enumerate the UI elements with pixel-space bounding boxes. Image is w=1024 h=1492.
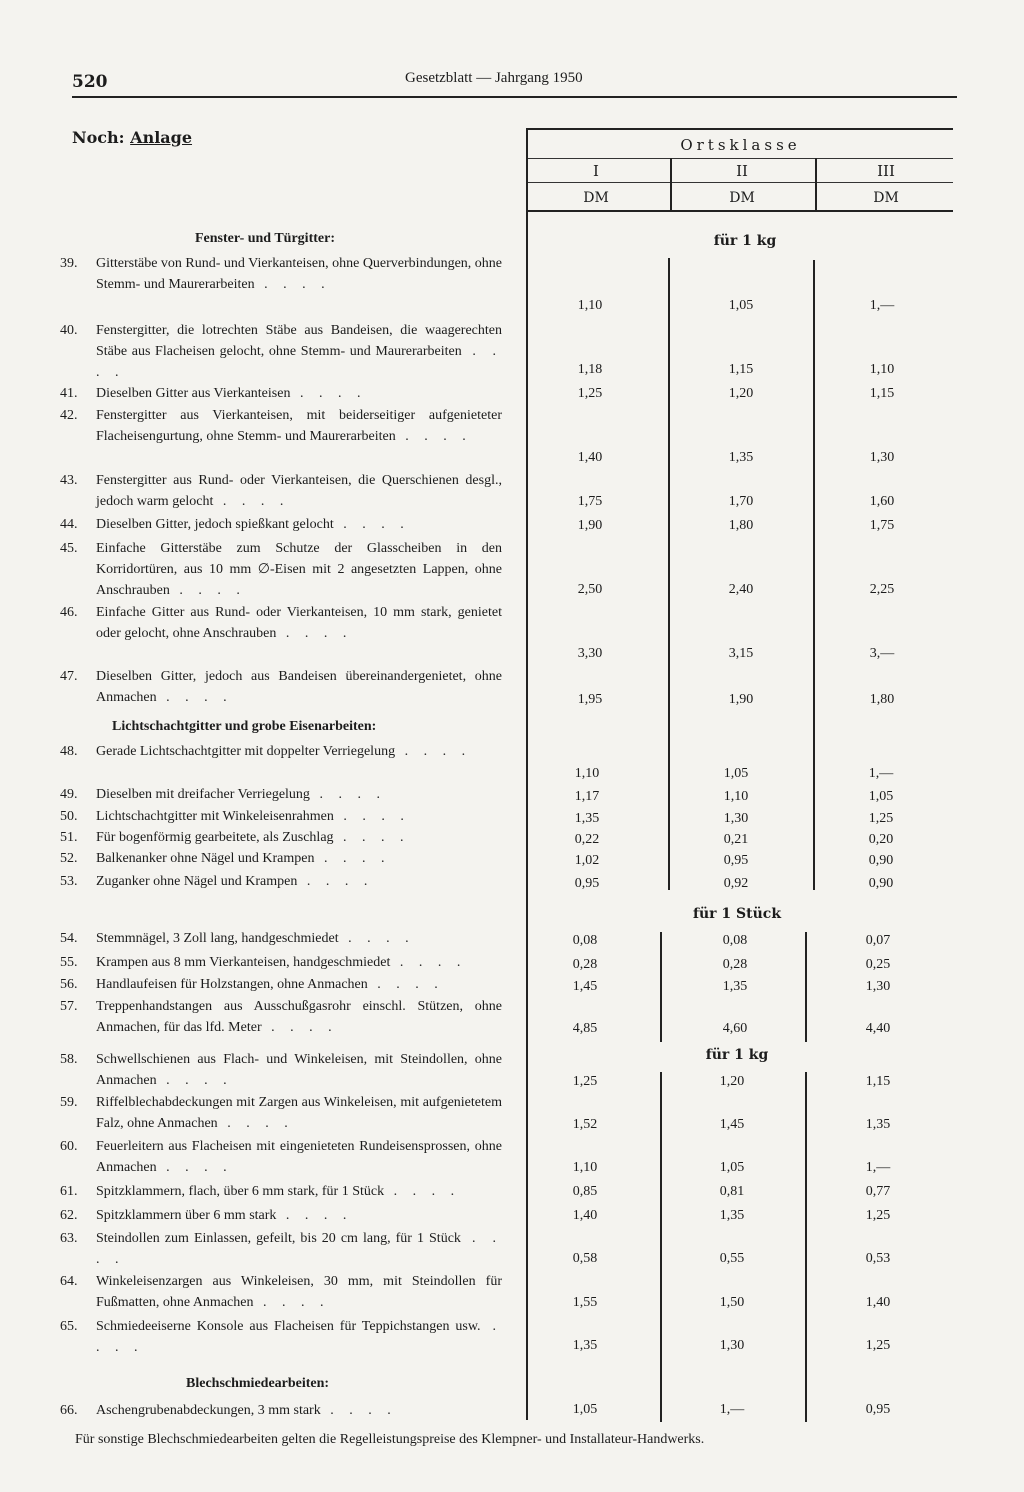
price-cell-ortsklasse-3: 0,20: [868, 832, 894, 847]
leader-dots: . . . .: [333, 517, 410, 532]
leader-dots: . . . .: [338, 931, 415, 946]
item-number: 43.: [60, 473, 78, 488]
item-description: Treppenhandstangen aus Ausschußgasrohr einschl. Stützen, ohne Anmachen, für das lfd. Meter . . . .: [96, 999, 502, 1035]
item-number: 52.: [60, 851, 78, 866]
price-cell-ortsklasse-2: 1,35: [719, 1208, 745, 1223]
price-cell-ortsklasse-3: 1,60: [869, 494, 895, 509]
price-item: [60, 952, 502, 973]
price-cell-ortsklasse-1: 1,10: [572, 1160, 598, 1175]
leader-dots: . . . .: [290, 386, 367, 401]
price-cell-ortsklasse-1: 1,55: [572, 1295, 598, 1310]
price-cell-ortsklasse-2: 1,30: [723, 811, 749, 826]
price-item: [60, 974, 502, 995]
leader-dots: . . . .: [384, 1184, 461, 1199]
item-description: Handlaufeisen für Holzstangen, ohne Anmachen . . . .: [96, 977, 444, 992]
price-item: [60, 1049, 502, 1091]
price-cell-ortsklasse-1: 1,52: [572, 1117, 598, 1132]
price-item: [60, 1271, 502, 1313]
price-item: [60, 871, 502, 892]
page-number: 520: [72, 72, 108, 92]
item-number: 44.: [60, 517, 78, 532]
leader-dots: . . . .: [297, 874, 374, 889]
price-cell-ortsklasse-2: 0,21: [723, 832, 749, 847]
price-item: [60, 1400, 502, 1421]
price-cell-ortsklasse-3: 0,90: [868, 876, 894, 891]
price-cell-ortsklasse-2: 1,10: [723, 789, 749, 804]
price-item: [60, 1181, 502, 1202]
item-description: Gitterstäbe von Rund- und Vierkanteisen, ohne Querverbindungen, ohne Stemm- und Maurerarbeiten . . . .: [96, 256, 502, 292]
col-divider-2-a: [813, 260, 815, 890]
price-cell-ortsklasse-3: 1,15: [869, 386, 895, 401]
leader-dots: . . . .: [156, 1160, 233, 1175]
item-description: Stemmnägel, 3 Zoll lang, handgeschmiedet . . . .: [96, 931, 415, 946]
price-item: [60, 928, 502, 949]
footer-note: Für sonstige Blechschmiedearbeiten gelten die Regelleistungspreise des Klempner- und Installateur-Handwerks.: [75, 1432, 705, 1447]
group-rule: [528, 158, 953, 159]
item-description: Lichtschachtgitter mit Winkeleisenrahmen . . . .: [96, 809, 410, 824]
price-cell-ortsklasse-2: 2,40: [728, 582, 754, 597]
leader-dots: . . . .: [253, 1295, 330, 1310]
item-description: Dieselben mit dreifacher Verriegelung . . . .: [96, 787, 386, 802]
price-item: [60, 806, 502, 827]
leader-dots: . . . .: [395, 744, 472, 759]
section-heading-fenster: Fenster- und Türgitter:: [195, 231, 335, 246]
price-cell-ortsklasse-2: 1,05: [728, 298, 754, 313]
price-cell-ortsklasse-1: 0,95: [574, 876, 600, 891]
col-unit-2: DM: [729, 190, 755, 206]
price-cell-ortsklasse-3: 1,75: [869, 518, 895, 533]
price-cell-ortsklasse-1: 1,02: [574, 853, 600, 868]
price-cell-ortsklasse-1: 1,05: [572, 1402, 598, 1417]
price-cell-ortsklasse-2: 1,50: [719, 1295, 745, 1310]
price-item: [60, 666, 502, 708]
item-number: 63.: [60, 1231, 78, 1246]
item-number: 55.: [60, 955, 78, 970]
price-cell-ortsklasse-2: 1,45: [719, 1117, 745, 1132]
price-cell-ortsklasse-3: 1,25: [865, 1338, 891, 1353]
table-left-border: [526, 128, 528, 1420]
price-item: [60, 1316, 502, 1358]
leader-dots: . . . .: [320, 1403, 397, 1418]
price-item: [60, 741, 502, 762]
price-cell-ortsklasse-1: 1,25: [577, 386, 603, 401]
item-description: Für bogenförmig gearbeitete, als Zuschlag . . . .: [96, 830, 410, 845]
item-description: Einfache Gitter aus Rund- oder Vierkanteisen, 10 mm stark, genietet oder gelocht, ohne Anschrauben . . . .: [96, 605, 502, 641]
price-cell-ortsklasse-3: 1,80: [869, 692, 895, 707]
item-description: Schwellschienen aus Flach- und Winkeleisen, mit Steindollen, ohne Anmachen . . . .: [96, 1052, 502, 1088]
noch-anlage: [72, 128, 192, 147]
price-cell-ortsklasse-3: 1,30: [865, 979, 891, 994]
unit-rule: [528, 182, 953, 183]
price-cell-ortsklasse-2: 1,05: [723, 766, 749, 781]
item-description: Riffelblechabdeckungen mit Zargen aus Winkeleisen, mit aufgenietetem Falz, ohne Anmachen . . . .: [96, 1095, 502, 1131]
item-number: 46.: [60, 605, 78, 620]
unit-label-kg-1: für 1 kg: [713, 233, 777, 249]
item-number: 41.: [60, 386, 78, 401]
item-number: 47.: [60, 669, 78, 684]
price-cell-ortsklasse-2: 1,—: [719, 1402, 745, 1417]
price-item: [60, 470, 502, 512]
price-cell-ortsklasse-3: 2,25: [869, 582, 895, 597]
price-cell-ortsklasse-3: 1,—: [869, 298, 895, 313]
price-cell-ortsklasse-1: 1,40: [577, 450, 603, 465]
leader-dots: . . . .: [314, 851, 391, 866]
price-cell-ortsklasse-1: 1,18: [577, 362, 603, 377]
item-number: 45.: [60, 541, 78, 556]
item-number: 64.: [60, 1274, 78, 1289]
price-cell-ortsklasse-3: 0,07: [865, 933, 891, 948]
leader-dots: . . . .: [276, 626, 353, 641]
price-cell-ortsklasse-2: 1,20: [719, 1074, 745, 1089]
price-cell-ortsklasse-2: 1,20: [728, 386, 754, 401]
price-cell-ortsklasse-2: 3,15: [728, 646, 754, 661]
item-number: 58.: [60, 1052, 78, 1067]
price-cell-ortsklasse-3: 1,30: [869, 450, 895, 465]
col-unit-3: DM: [873, 190, 899, 206]
item-number: 50.: [60, 809, 78, 824]
col-head-3: III: [877, 162, 895, 180]
leader-dots: . . . .: [395, 429, 472, 444]
price-cell-ortsklasse-2: 0,08: [722, 933, 748, 948]
price-cell-ortsklasse-1: 1,17: [574, 789, 600, 804]
col-head-2: II: [736, 162, 748, 180]
unit-label-kg-2: für 1 kg: [705, 1047, 769, 1063]
price-item: [60, 1205, 502, 1226]
price-item: [60, 1136, 502, 1178]
price-cell-ortsklasse-2: 1,30: [719, 1338, 745, 1353]
price-item: [60, 320, 502, 383]
item-description: Dieselben Gitter, jedoch aus Bandeisen übereinandergenietet, ohne Anmachen . . . .: [96, 669, 502, 705]
leader-dots: . . . .: [169, 583, 246, 598]
leader-dots: . . . .: [261, 1020, 338, 1035]
price-cell-ortsklasse-3: 4,40: [865, 1021, 891, 1036]
ortsklasse-heading: Ortsklasse: [680, 136, 801, 154]
item-description: Gerade Lichtschachtgitter mit doppelter Verriegelung . . . .: [96, 744, 472, 759]
price-cell-ortsklasse-1: 1,75: [577, 494, 603, 509]
price-cell-ortsklasse-1: 4,85: [572, 1021, 598, 1036]
item-number: 57.: [60, 999, 78, 1014]
unit-label-stueck: für 1 Stück: [692, 906, 782, 922]
item-number: 40.: [60, 323, 78, 338]
item-description: Fenstergitter, die lotrechten Stäbe aus Bandeisen, die waagerechten Stäbe aus Flacheisen gelocht, ohne Stemm- und Maurerarbeiten . . . .: [96, 323, 502, 380]
col-divider-1-c: [660, 1072, 662, 1422]
price-cell-ortsklasse-1: 0,85: [572, 1184, 598, 1199]
col-divider-1-a: [668, 258, 670, 890]
price-item: [60, 514, 502, 535]
item-description: Winkeleisenzargen aus Winkeleisen, 30 mm, mit Steindollen für Fußmatten, ohne Anmachen . . . .: [96, 1274, 502, 1310]
section-heading-lichtschacht: Lichtschachtgitter und grobe Eisenarbeiten:: [112, 719, 377, 734]
leader-dots: . . . .: [367, 977, 444, 992]
price-cell-ortsklasse-3: 1,10: [869, 362, 895, 377]
item-number: 39.: [60, 256, 78, 271]
price-cell-ortsklasse-1: 0,28: [572, 957, 598, 972]
leader-dots: . . . .: [333, 809, 410, 824]
price-item: [60, 538, 502, 601]
header-rule: [72, 96, 957, 98]
price-cell-ortsklasse-1: 0,58: [572, 1251, 598, 1266]
price-cell-ortsklasse-3: 1,35: [865, 1117, 891, 1132]
col-divider-1-head: [670, 158, 672, 210]
col-divider-2-b: [805, 932, 807, 1042]
price-cell-ortsklasse-2: 4,60: [722, 1021, 748, 1036]
item-description: Krampen aus 8 mm Vierkanteisen, handgeschmiedet . . . .: [96, 955, 467, 970]
item-number: 59.: [60, 1095, 78, 1110]
leader-dots: . . . .: [276, 1208, 353, 1223]
head-bottom-rule: [528, 210, 953, 212]
item-description: Aschengrubenabdeckungen, 3 mm stark . . . .: [96, 1403, 397, 1418]
item-description: Dieselben Gitter, jedoch spießkant gelocht . . . .: [96, 517, 410, 532]
price-cell-ortsklasse-3: 1,05: [868, 789, 894, 804]
price-item: [60, 848, 502, 869]
item-number: 62.: [60, 1208, 78, 1223]
leader-dots: . . . .: [213, 494, 290, 509]
price-cell-ortsklasse-1: 1,35: [574, 811, 600, 826]
price-cell-ortsklasse-1: 3,30: [577, 646, 603, 661]
price-cell-ortsklasse-3: 1,25: [868, 811, 894, 826]
price-cell-ortsklasse-3: 0,95: [865, 1402, 891, 1417]
item-description: Feuerleitern aus Flacheisen mit eingenieteten Rundeisensprossen, ohne Anmachen . . . .: [96, 1139, 502, 1175]
item-description: Zuganker ohne Nägel und Krampen . . . .: [96, 874, 374, 889]
item-number: 65.: [60, 1319, 78, 1334]
price-cell-ortsklasse-3: 3,—: [869, 646, 895, 661]
item-number: 56.: [60, 977, 78, 992]
item-number: 53.: [60, 874, 78, 889]
running-title: Gesetzblatt — Jahrgang 1950: [405, 70, 583, 86]
price-cell-ortsklasse-3: 1,25: [865, 1208, 891, 1223]
item-description: Einfache Gitterstäbe zum Schutze der Glasscheiben in den Korridortüren, aus 10 mm ∅-Eisen mit 2 angesetzten Lappen, ohne Anschrauben . . . .: [96, 541, 502, 598]
price-cell-ortsklasse-2: 1,70: [728, 494, 754, 509]
item-number: 61.: [60, 1184, 78, 1199]
price-cell-ortsklasse-3: 0,90: [868, 853, 894, 868]
price-cell-ortsklasse-3: 0,77: [865, 1184, 891, 1199]
price-cell-ortsklasse-3: 1,15: [865, 1074, 891, 1089]
price-cell-ortsklasse-3: 0,25: [865, 957, 891, 972]
col-divider-2-head: [815, 158, 817, 210]
item-description: Schmiedeeiserne Konsole aus Flacheisen für Teppichstangen usw. . . . .: [96, 1319, 503, 1355]
noch-prefix: Noch:: [72, 128, 125, 147]
price-cell-ortsklasse-1: 1,35: [572, 1338, 598, 1353]
price-cell-ortsklasse-1: 1,90: [577, 518, 603, 533]
item-description: Fenstergitter aus Rund- oder Vierkanteisen, die Querschienen desgl., jedoch warm gelocht . . . .: [96, 473, 502, 509]
price-cell-ortsklasse-1: 1,10: [577, 298, 603, 313]
price-cell-ortsklasse-2: 1,80: [728, 518, 754, 533]
leader-dots: . . . .: [96, 344, 502, 380]
price-cell-ortsklasse-2: 0,55: [719, 1251, 745, 1266]
price-item: [60, 827, 502, 848]
item-number: 60.: [60, 1139, 78, 1154]
price-cell-ortsklasse-1: 0,22: [574, 832, 600, 847]
item-number: 48.: [60, 744, 78, 759]
price-item: [60, 253, 502, 295]
item-description: Balkenanker ohne Nägel und Krampen . . . .: [96, 851, 391, 866]
col-head-1: I: [593, 162, 599, 180]
price-cell-ortsklasse-3: 1,40: [865, 1295, 891, 1310]
col-divider-2-c: [805, 1072, 807, 1422]
price-cell-ortsklasse-1: 1,10: [574, 766, 600, 781]
price-item: [60, 784, 502, 805]
item-number: 66.: [60, 1403, 78, 1418]
leader-dots: . . . .: [333, 830, 410, 845]
price-cell-ortsklasse-3: 1,—: [865, 1160, 891, 1175]
price-cell-ortsklasse-2: 1,05: [719, 1160, 745, 1175]
leader-dots: . . . .: [156, 690, 233, 705]
leader-dots: . . . .: [254, 277, 331, 292]
price-cell-ortsklasse-2: 0,28: [722, 957, 748, 972]
leader-dots: . . . .: [309, 787, 386, 802]
price-cell-ortsklasse-1: 2,50: [577, 582, 603, 597]
leader-dots: . . . .: [96, 1231, 502, 1267]
leader-dots: . . . .: [217, 1116, 294, 1131]
price-cell-ortsklasse-1: 1,45: [572, 979, 598, 994]
leader-dots: . . . .: [96, 1319, 503, 1355]
price-cell-ortsklasse-2: 1,90: [728, 692, 754, 707]
price-cell-ortsklasse-2: 0,81: [719, 1184, 745, 1199]
price-cell-ortsklasse-1: 1,25: [572, 1074, 598, 1089]
leader-dots: . . . .: [390, 955, 467, 970]
col-divider-1-b: [660, 932, 662, 1042]
anlage-label: Anlage: [130, 128, 193, 147]
price-cell-ortsklasse-2: 1,15: [728, 362, 754, 377]
price-cell-ortsklasse-3: 1,—: [868, 766, 894, 781]
section-heading-blechschmiede: Blechschmiedearbeiten:: [186, 1376, 330, 1391]
price-cell-ortsklasse-2: 1,35: [722, 979, 748, 994]
item-description: Steindollen zum Einlassen, gefeilt, bis 20 cm lang, für 1 Stück . . . .: [96, 1231, 502, 1267]
item-number: 42.: [60, 408, 78, 423]
price-item: [60, 996, 502, 1038]
item-number: 54.: [60, 931, 78, 946]
price-cell-ortsklasse-2: 0,95: [723, 853, 749, 868]
col-unit-1: DM: [583, 190, 609, 206]
price-item: [60, 1092, 502, 1134]
item-number: 51.: [60, 830, 78, 845]
item-number: 49.: [60, 787, 78, 802]
price-cell-ortsklasse-1: 1,95: [577, 692, 603, 707]
price-item: [60, 1228, 502, 1270]
leader-dots: . . . .: [156, 1073, 233, 1088]
price-cell-ortsklasse-2: 1,35: [728, 450, 754, 465]
price-cell-ortsklasse-1: 1,40: [572, 1208, 598, 1223]
price-cell-ortsklasse-3: 0,53: [865, 1251, 891, 1266]
item-description: Fenstergitter aus Vierkanteisen, mit beiderseitiger aufgenieteter Flacheisengurtung, ohne Stemm- und Maurerarbeiten . . . .: [96, 408, 502, 444]
price-cell-ortsklasse-1: 0,08: [572, 933, 598, 948]
item-description: Spitzklammern über 6 mm stark . . . .: [96, 1208, 353, 1223]
price-item: [60, 383, 502, 404]
price-item: [60, 405, 502, 447]
item-description: Spitzklammern, flach, über 6 mm stark, für 1 Stück . . . .: [96, 1184, 461, 1199]
price-cell-ortsklasse-2: 0,92: [723, 876, 749, 891]
price-item: [60, 602, 502, 644]
table-top-rule: [528, 128, 953, 130]
item-description: Dieselben Gitter aus Vierkanteisen . . . .: [96, 386, 367, 401]
